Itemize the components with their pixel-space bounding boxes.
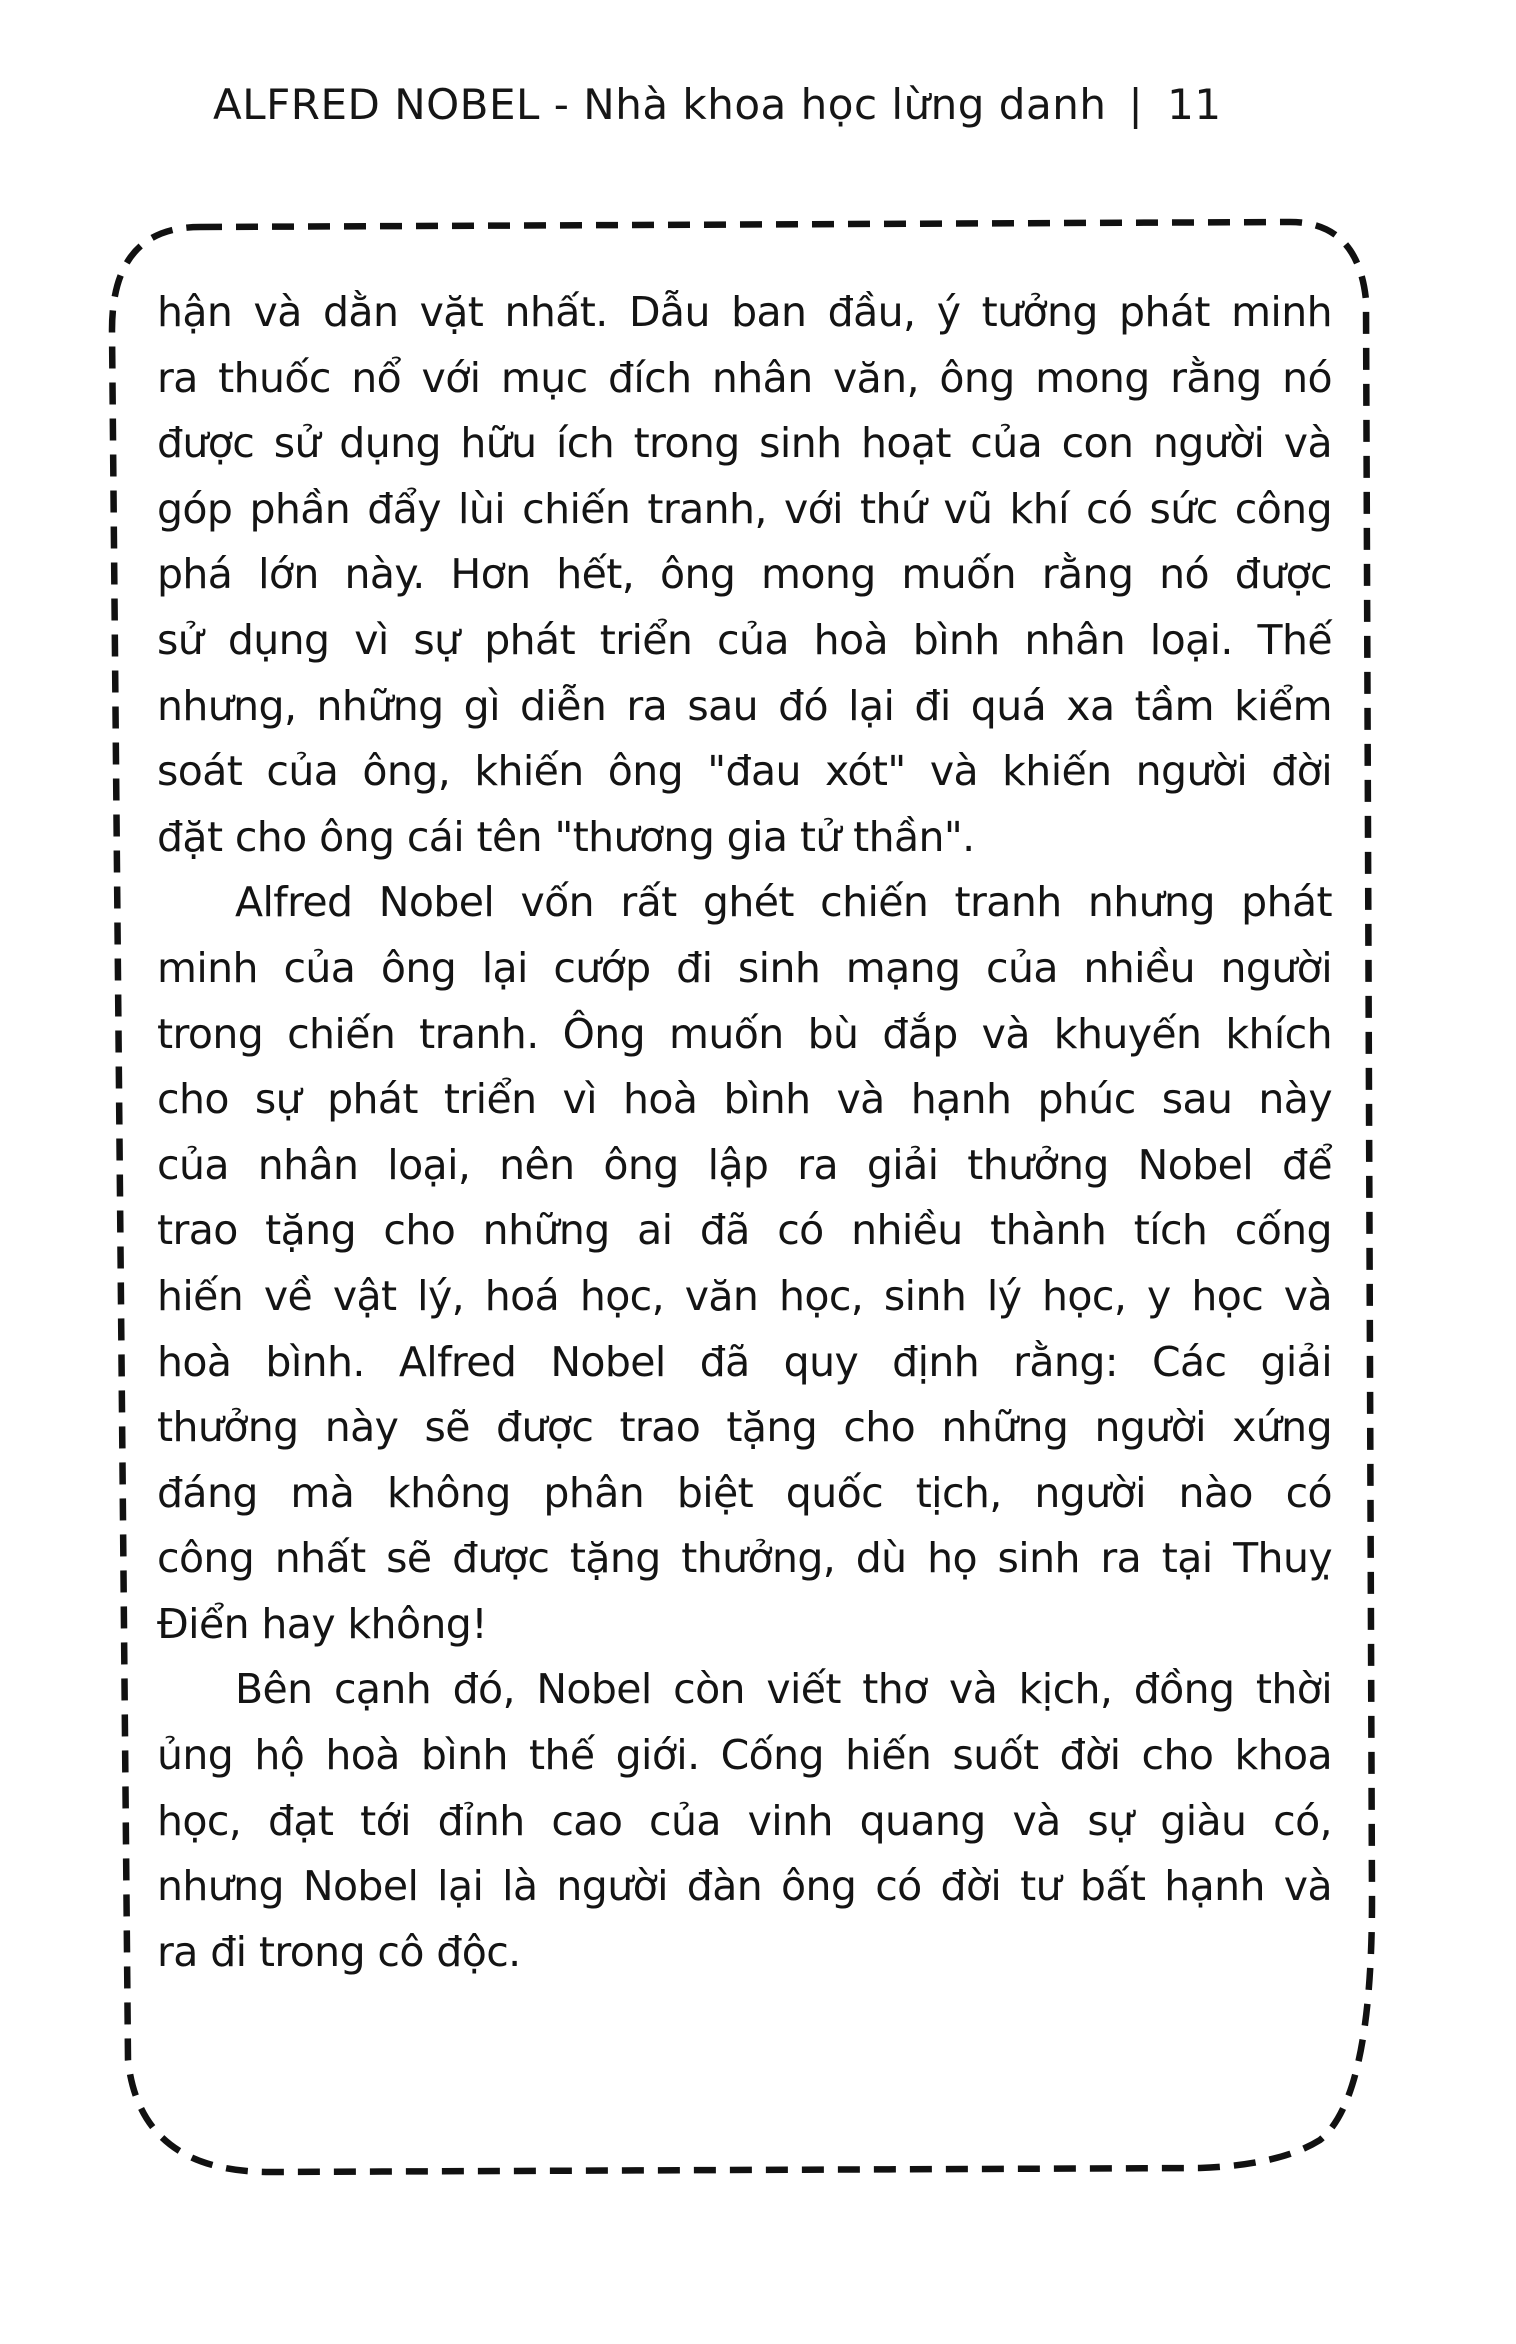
book-title: ALFRED NOBEL - Nhà khoa học lừng danh [213,80,1107,129]
text-line: soát của ông, khiến ông "đau xót" và khiến người đời [157,747,1332,796]
running-header [213,80,1313,140]
text-line: ra thuốc nổ với mục đích nhân văn, ông mong rằng nó [157,353,1332,402]
text-line: đáng mà không phân biệt quốc tịch, người nào có [157,1468,1332,1517]
text-line: hoà bình. Alfred Nobel đã quy định rằng: Các giải [157,1337,1332,1386]
header-separator: | [1128,80,1144,129]
body-text [157,280,1332,1985]
text-line: nhưng Nobel lại là người đàn ông có đời tư bất hạnh và [157,1862,1332,1911]
page-number: 11 [1167,80,1222,129]
paragraph-2 [157,870,1332,1657]
paragraph-3 [157,1657,1332,1985]
text-line: hận và dằn vặt nhất. Dẫu ban đầu, ý tưởng phát minh [157,288,1332,336]
text-line: Alfred Nobel vốn rất ghét chiến tranh nhưng phát [235,878,1332,927]
text-line: của nhân loại, nên ông lập ra giải thưởng Nobel để [157,1140,1332,1189]
text-line: sử dụng vì sự phát triển của hoà bình nhân loại. Thế [157,615,1332,664]
text-line: đặt cho ông cái tên "thương gia tử thần". [157,812,975,861]
text-line: phá lớn này. Hơn hết, ông mong muốn rằng nó được [157,550,1332,599]
text-line: học, đạt tới đỉnh cao của vinh quang và sự giàu có, [157,1796,1332,1845]
text-line: cho sự phát triển vì hoà bình và hạnh phúc sau này [157,1075,1332,1124]
text-line: Điển hay không! [157,1599,488,1648]
text-line: minh của ông lại cướp đi sinh mạng của nhiều người [157,943,1332,992]
text-line: công nhất sẽ được tặng thưởng, dù họ sinh ra tại Thuỵ [157,1534,1332,1583]
text-line: nhưng, những gì diễn ra sau đó lại đi quá xa tầm kiểm [157,681,1332,730]
text-line: ra đi trong cô độc. [157,1927,521,1976]
text-line: góp phần đẩy lùi chiến tranh, với thứ vũ khí có sức công [157,484,1332,533]
text-line: được sử dụng hữu ích trong sinh hoạt của con người và [157,419,1332,468]
text-line: Bên cạnh đó, Nobel còn viết thơ và kịch, đồng thời [235,1665,1332,1714]
text-line: hiến về vật lý, hoá học, văn học, sinh lý học, y học và [157,1271,1332,1320]
text-line: thưởng này sẽ được trao tặng cho những người xứng [157,1403,1332,1452]
text-line: trao tặng cho những ai đã có nhiều thành tích cống [157,1206,1332,1255]
text-line: trong chiến tranh. Ông muốn bù đắp và khuyến khích [157,1009,1332,1058]
text-line: ủng hộ hoà bình thế giới. Cống hiến suốt đời cho khoa [157,1731,1332,1780]
paragraph-1 [157,280,1332,870]
